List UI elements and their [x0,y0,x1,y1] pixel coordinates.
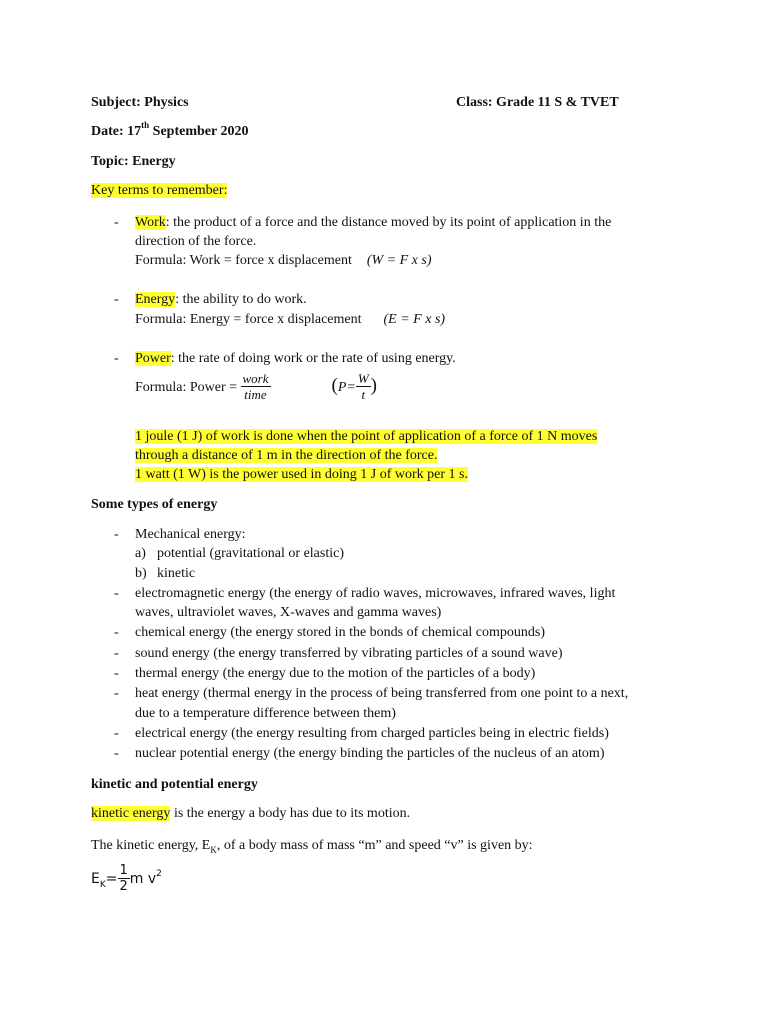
date-prefix: Date: 17 [91,124,142,139]
kinetic-line-sub: K [210,844,217,855]
joule-line1-text: 1 joule (1 J) of work is done when the point of application of a force of 1 N moves [135,429,598,444]
subject-label: Subject: Physics [91,95,189,110]
date-rest: September 2020 [149,124,249,139]
energy-formula-text: Formula: Energy = force x displacement [135,312,362,327]
kinetic-line-suffix: , of a body mass of mass “m” and speed “v” is given by: [216,838,533,853]
power-formula-label: Formula: Power = [135,380,237,396]
work-equation: (W = F x s) [366,253,432,268]
joule-line2 [135,447,437,465]
joule-line2-text: through a distance of 1 m in the direction of the force. [135,448,438,463]
power-definition [135,350,456,368]
electrical-energy: electrical energy (the energy resulting from charged particles being in electric fields) [135,726,609,741]
bullet-dash: - [114,292,119,307]
bullet-dash: - [114,666,119,681]
work-definition [135,214,611,232]
energy-term: Energy [135,292,176,307]
bullet-dash: - [114,646,119,661]
power-formula [135,372,377,404]
energy-def: : the ability to do work. [175,292,307,307]
work-formula [135,252,432,270]
chemical-energy: chemical energy (the energy stored in the bonds of chemical compounds) [135,625,546,640]
em-energy-line1: electromagnetic energy (the energy of radio waves, microwaves, infrared waves, light [135,586,616,601]
sub-item-a-label: a) [135,546,146,561]
sub-item-b: kinetic [157,566,196,581]
bullet-dash: - [114,215,119,230]
mechanical-energy: Mechanical energy: [135,527,246,542]
key-terms-heading [91,182,227,200]
energy-equation: (E = F x s) [383,312,446,327]
nuclear-energy: nuclear potential energy (the energy binding the particles of the nucleus of an atom) [135,746,605,761]
power-frac-den: time [244,386,267,402]
energy-formula [135,311,445,329]
sub-item-a: potential (gravitational or elastic) [157,546,344,561]
paren-close: ) [370,375,377,396]
types-heading: Some types of energy [91,497,218,512]
power-term: Power [135,351,171,366]
sound-energy: sound energy (the energy transferred by vibrating particles of a sound wave) [135,646,563,661]
thermal-energy: thermal energy (the energy due to the motion of the particles of a body) [135,666,536,681]
kinetic-line-prefix: The kinetic energy, E [91,838,211,853]
ke-frac-den: 2 [119,878,128,894]
ke-frac-num: 1 [119,862,128,878]
key-terms-heading-text: Key terms to remember: [91,183,228,198]
paren-open: ( [331,375,338,396]
heat-energy-line2: due to a temperature difference between them) [135,706,396,721]
work-def-line1: : the product of a force and the distance moved by its point of application in the [165,215,612,230]
kinetic-term: kinetic energy [91,806,171,821]
date-label [91,120,249,141]
work-term: Work [135,215,166,230]
topic-label: Topic: Energy [91,154,176,169]
power-eq-fraction [356,371,371,402]
energy-definition [135,291,307,309]
date-suffix-sup: th [141,120,150,131]
bullet-dash: - [114,746,119,761]
heat-energy-line1: heat energy (thermal energy in the process of being transferred from one point to a next, [135,686,629,701]
ke-exponent: 2 [156,869,162,880]
bullet-dash: - [114,686,119,701]
kinetic-line [91,837,533,859]
sub-item-b-label: b) [135,566,147,581]
ke-lhs-sub: K [99,879,106,890]
bullet-dash: - [114,527,119,542]
ke-lhs: E [91,871,100,887]
em-energy-line2: waves, ultraviolet waves, X-waves and gamma waves) [135,605,442,620]
bullet-dash: - [114,351,119,366]
watt-line [135,466,468,484]
power-def: : the rate of doing work or the rate of using energy. [170,351,456,366]
watt-line-text: 1 watt (1 W) is the power used in doing 1 J of work per 1 s. [135,467,468,482]
ke-fraction [118,863,130,894]
power-eq-lhs: P= [337,380,356,396]
bullet-dash: - [114,586,119,601]
kinetic-formula [91,862,162,902]
power-frac-num: work [242,370,269,386]
kinetic-definition [91,805,410,823]
power-eq-den: t [361,386,366,402]
kinetic-heading: kinetic and potential energy [91,777,258,792]
work-def-line2: direction of the force. [135,234,257,249]
bullet-dash: - [114,625,119,640]
ke-eq: = [105,871,118,887]
joule-line1 [135,428,597,446]
kinetic-def: is the energy a body has due to its motion. [170,806,411,821]
power-fraction [241,371,271,402]
class-label: Class: Grade 11 S & TVET [456,95,619,110]
ke-rest: m v [129,871,157,887]
bullet-dash: - [114,726,119,741]
power-eq-num: W [357,370,369,386]
work-formula-text: Formula: Work = force x displacement [135,253,352,268]
